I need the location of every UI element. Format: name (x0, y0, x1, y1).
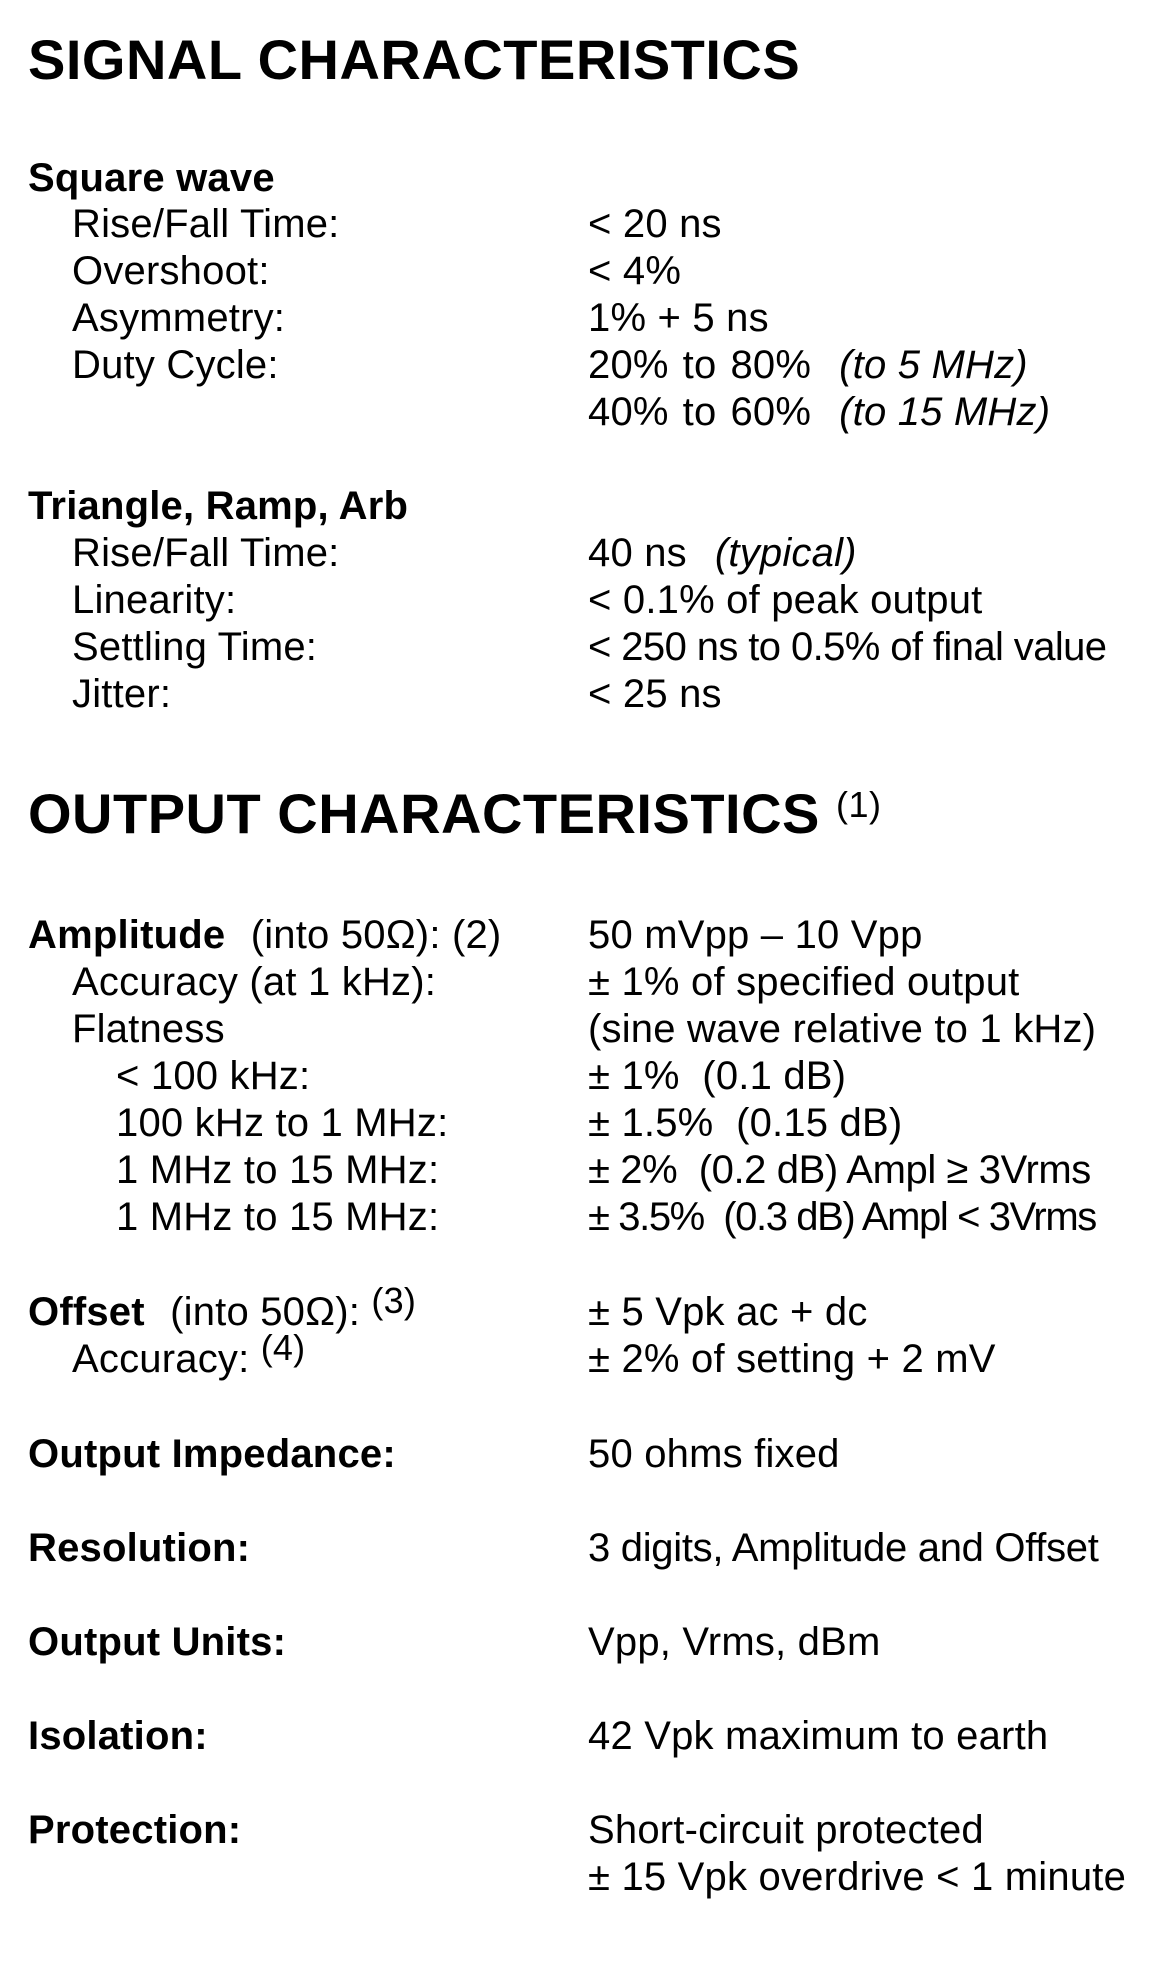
resolution-label: Resolution: (28, 1526, 251, 1570)
amplitude-accuracy-label: Accuracy (at 1 kHz): (72, 960, 437, 1004)
flatness-row-label: 1 MHz to 15 MHz: (116, 1195, 440, 1239)
duty-row2-to: 60% (730, 390, 812, 434)
offset-footnote: (3) (371, 1280, 417, 1321)
amplitude-value: 50 mVpp – 10 Vpp (588, 913, 923, 957)
square-wave-heading: Square wave (28, 156, 275, 200)
protection-label: Protection: (28, 1808, 242, 1852)
overshoot-value: < 4% (588, 249, 682, 293)
triangle-rise-fall-note: (typical) (714, 531, 857, 575)
duty-row2-note: (to 15 MHz) (839, 390, 1051, 434)
resolution-value: 3 digits, Amplitude and Offset (588, 1526, 1099, 1570)
isolation-value: 42 Vpk maximum to earth (588, 1714, 1049, 1758)
output-impedance-value: 50 ohms fixed (588, 1432, 840, 1476)
flatness-value: (sine wave relative to 1 kHz) (588, 1007, 1097, 1051)
overshoot-label: Overshoot: (72, 249, 270, 293)
amplitude-heading: Amplitude (28, 913, 226, 957)
linearity-label: Linearity: (72, 578, 237, 622)
amplitude-accuracy-value: ± 1% of specified output (588, 960, 1020, 1004)
duty-cycle-row-1 (588, 341, 1028, 389)
settling-time-value: < 250 ns to 0.5% of final value (588, 625, 1107, 669)
offset-accuracy-footnote: (4) (260, 1327, 306, 1368)
asymmetry-value: 1% + 5 ns (588, 296, 769, 340)
offset-accuracy-row (72, 1327, 306, 1384)
duty-row1-note: (to 5 MHz) (839, 343, 1028, 387)
offset-heading: Offset (28, 1290, 145, 1334)
output-title-footnote: (1) (835, 784, 882, 825)
triangle-rise-fall-number: 40 ns (588, 531, 687, 575)
offset-accuracy-value: ± 2% of setting + 2 mV (588, 1337, 996, 1381)
output-title-text: OUTPUT CHARACTERISTICS (28, 782, 820, 845)
linearity-value: < 0.1% of peak output (588, 578, 983, 622)
flatness-row-label: 1 MHz to 15 MHz: (116, 1148, 440, 1192)
protection-value-1: Short-circuit protected (588, 1808, 984, 1852)
square-rise-fall-value: < 20 ns (588, 202, 722, 246)
asymmetry-label: Asymmetry: (72, 296, 286, 340)
duty-cycle-label: Duty Cycle: (72, 343, 279, 387)
output-impedance-label: Output Impedance: (28, 1432, 396, 1476)
jitter-label: Jitter: (72, 672, 172, 716)
amplitude-qualifier: (into 50Ω): (2) (250, 913, 502, 957)
offset-qualifier: (into 50Ω): (170, 1290, 361, 1334)
duty-row1-to-word: to (682, 343, 717, 387)
triangle-rise-fall-label: Rise/Fall Time: (72, 531, 340, 575)
duty-row2-from: 40% (588, 390, 669, 434)
isolation-label: Isolation: (28, 1714, 208, 1758)
flatness-row-value: ± 1% (0.1 dB) (588, 1054, 847, 1098)
flatness-row-value: ± 1.5% (0.15 dB) (588, 1101, 903, 1145)
duty-row2-to-word: to (682, 390, 717, 434)
output-units-label: Output Units: (28, 1620, 287, 1664)
amplitude-row (28, 911, 501, 959)
flatness-row-label: 100 kHz to 1 MHz: (116, 1101, 449, 1145)
duty-row1-from: 20% (588, 343, 669, 387)
flatness-row-value: ± 2% (0.2 dB) Ampl ≥ 3Vrms (588, 1148, 1091, 1192)
jitter-value: < 25 ns (588, 672, 722, 716)
offset-row (28, 1280, 417, 1337)
output-section-title (28, 782, 881, 853)
output-units-value: Vpp, Vrms, dBm (588, 1620, 881, 1664)
flatness-label: Flatness (72, 1007, 225, 1051)
offset-value: ± 5 Vpk ac + dc (588, 1290, 868, 1334)
duty-row1-to: 80% (730, 343, 812, 387)
triangle-rise-fall-value (588, 529, 857, 577)
square-rise-fall-label: Rise/Fall Time: (72, 202, 340, 246)
flatness-row-value: ± 3.5% (0.3 dB) Ampl < 3Vrms (588, 1195, 1096, 1239)
offset-accuracy-label: Accuracy: (72, 1337, 250, 1381)
settling-time-label: Settling Time: (72, 625, 318, 669)
duty-cycle-row-2 (588, 388, 1050, 436)
triangle-ramp-arb-heading: Triangle, Ramp, Arb (28, 484, 409, 528)
protection-value-2: ± 15 Vpk overdrive < 1 minute (588, 1855, 1127, 1899)
flatness-row-label: < 100 kHz: (116, 1054, 311, 1098)
signal-section-title: SIGNAL CHARACTERISTICS (28, 28, 801, 91)
